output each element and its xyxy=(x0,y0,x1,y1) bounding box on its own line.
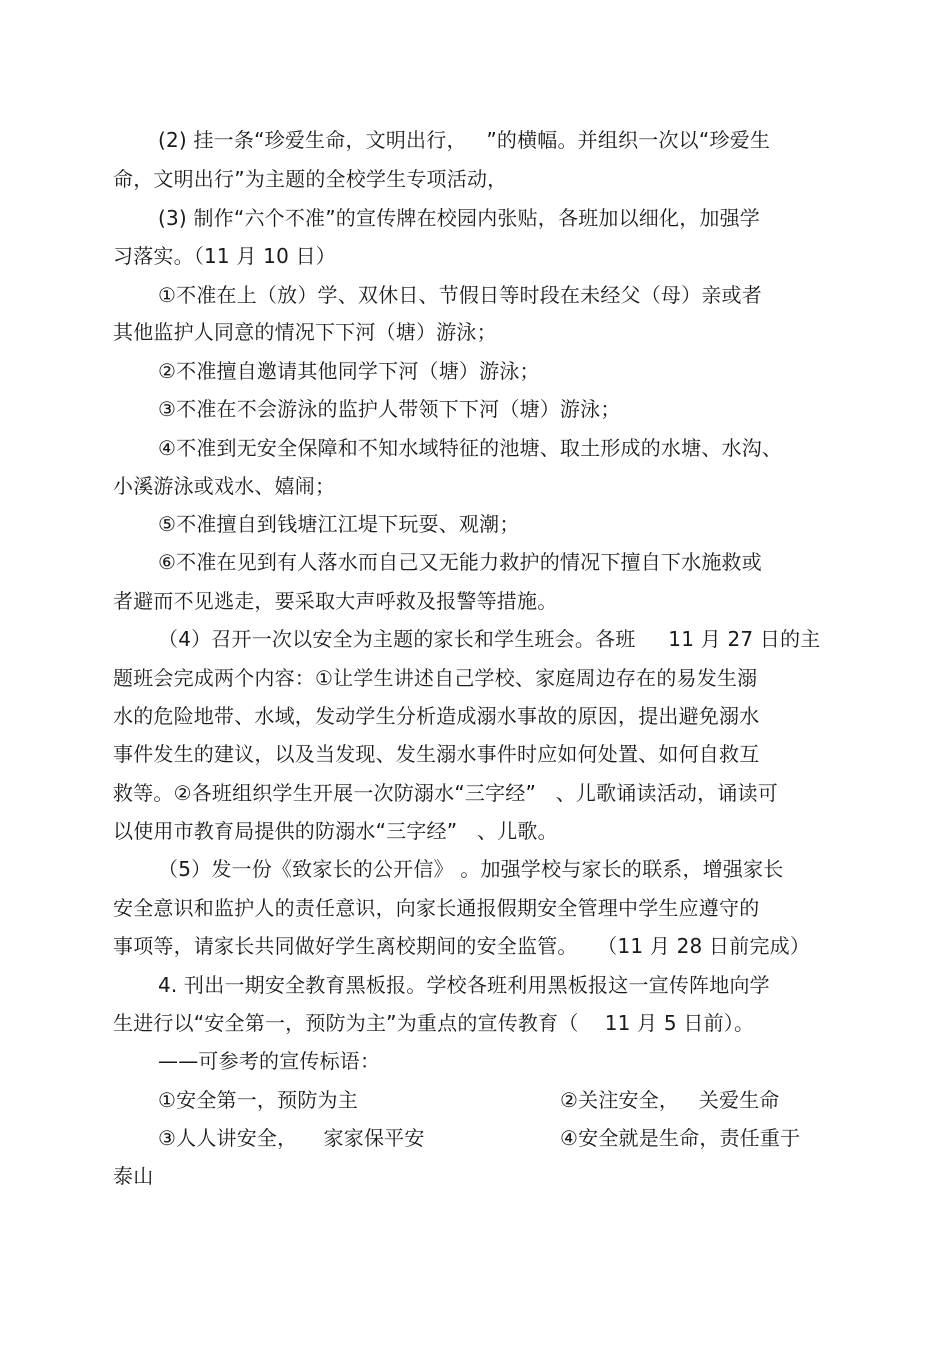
text-line: ⑥不准在见到有人落水而自己又无能力救护的情况下擅自下水施救或 xyxy=(158,550,762,574)
text-line: 小溪游泳或戏水、嬉闹； xyxy=(113,474,336,498)
text-line: 事件发生的建议，以及当发现、发生溺水事件时应如何处置、如何自救互 xyxy=(113,742,760,766)
text-line: 安全意识和监护人的责任意识，向家长通报假期安全管理中学生应遵守的 xyxy=(113,896,760,920)
text-line: (2) 挂一条“珍爱生命，文明出行， ”的横幅。并组织一次以“珍爱生 xyxy=(158,128,771,152)
text-line: 生进行以“安全第一，预防为主”为重点的宣传教育（ 11 月 5 日前）。 xyxy=(113,1011,755,1035)
text-line: 习落实。（11 月 10 日） xyxy=(113,244,336,268)
text-line: 水的危险地带、水域，发动学生分析造成溺水事故的原因，提出避免溺水 xyxy=(113,704,760,728)
text-line: 事项等，请家长共同做好学生离校期间的安全监管。 （11 月 28 日前完成） xyxy=(113,934,811,958)
slogan-2: ②关注安全， 关爱生命 xyxy=(560,1088,780,1112)
text-line: 救等。②各班组织学生开展一次防溺水“三字经” 、儿歌诵读活动，诵读可 xyxy=(113,781,778,805)
text-line: (3) 制作“六个不准”的宣传牌在校园内张贴，各班加以细化，加强学 xyxy=(158,206,761,230)
text-line: 题班会完成两个内容：①让学生讲述自己学校、家庭周边存在的易发生溺 xyxy=(113,666,758,690)
text-line: ④不准到无安全保障和不知水域特征的池塘、取土形成的水塘、水沟、 xyxy=(158,436,783,460)
text-line: ⑤不准擅自到钱塘江江堤下玩耍、观潮； xyxy=(158,512,520,536)
text-line: 4. 刊出一期安全教育黑板报。学校各班利用黑板报这一宣传阵地向学 xyxy=(158,973,770,997)
text-line: ②不准擅自邀请其他同学下河（塘）游泳； xyxy=(158,359,540,383)
slogan-4: ④安全就是生命，责任重于 xyxy=(560,1126,801,1150)
text-line: ①不准在上（放）学、双休日、节假日等时段在未经父（母）亲或者 xyxy=(158,283,762,307)
text-line: （5）发一份《致家长的公开信》 。加强学校与家长的联系，增强家长 xyxy=(158,857,784,881)
text-line: 者避而不见逃走，要采取大声呼救及报警等措施。 xyxy=(113,589,558,613)
text-line: 以使用市教育局提供的防溺水“三字经” 、儿歌。 xyxy=(113,819,558,843)
text-line: ③不准在不会游泳的监护人带领下下河（塘）游泳； xyxy=(158,397,621,421)
slogan-1: ①安全第一，预防为主 xyxy=(158,1088,358,1112)
text-line: 泰山 xyxy=(113,1164,154,1188)
text-line: 命，文明出行”为主题的全校学生专项活动， xyxy=(113,167,508,191)
text-line: 其他监护人同意的情况下下河（塘）游泳； xyxy=(113,320,497,344)
text-line: ——可参考的宣传标语： xyxy=(158,1049,381,1073)
slogan-3: ③人人讲安全， 家家保平安 xyxy=(158,1126,425,1150)
text-line: （4）召开一次以安全为主题的家长和学生班会。各班 11 月 27 日的主 xyxy=(158,627,821,651)
